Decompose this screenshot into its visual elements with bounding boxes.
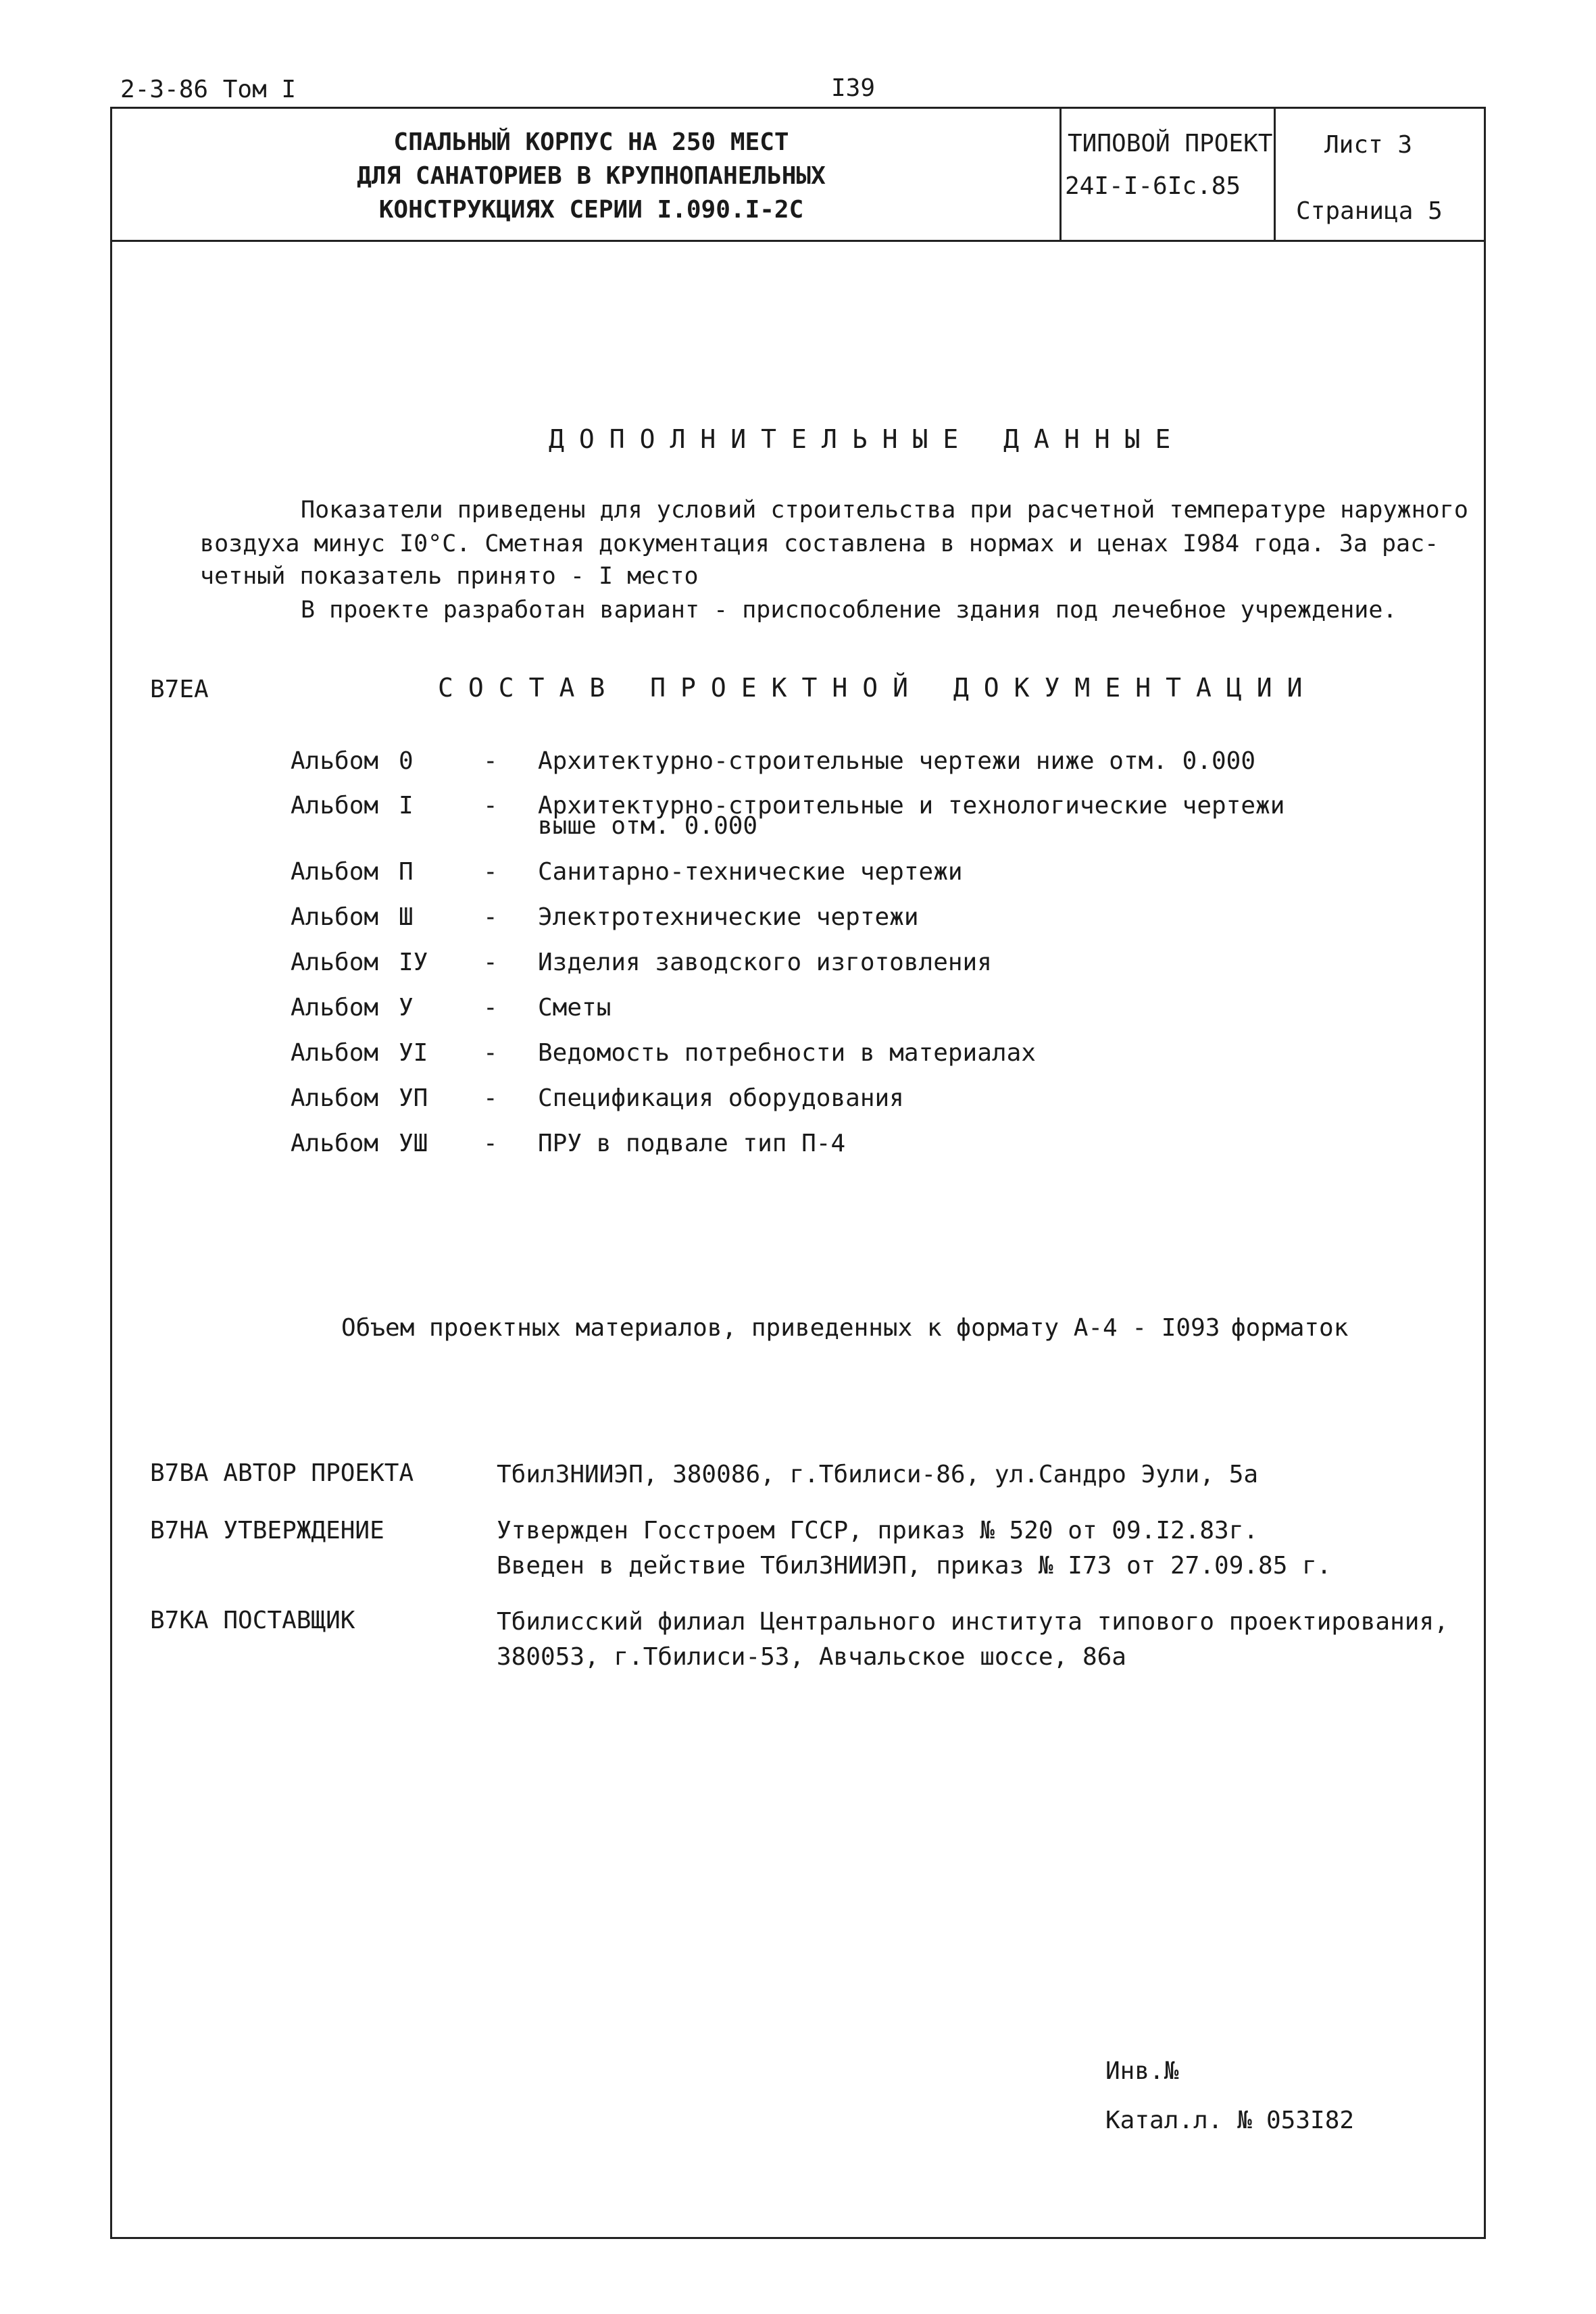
album-label: Альбом: [291, 903, 379, 931]
album-number: У: [399, 994, 414, 1022]
album-label: Альбом: [291, 858, 379, 886]
inventory-label: Инв.№: [1105, 2057, 1179, 2085]
album-dash: -: [483, 792, 498, 820]
author-value: ТбилЗНИИЭП, 380086, г.Тбилиси-86, ул.Сандро Эули, 5а: [497, 1461, 1259, 1488]
album-label: Альбом: [291, 949, 379, 976]
additional-line-2: воздуха минус I0°С. Сметная документация составлена в нормах и ценах I984 года. За рас-: [200, 530, 1439, 557]
stamp-divider-1: [1059, 107, 1062, 242]
album-dash: -: [483, 858, 498, 886]
album-number: УП: [399, 1084, 428, 1112]
album-number: УШ: [399, 1130, 428, 1157]
album-label: Альбом: [291, 1130, 379, 1157]
supplier-line-2: 380053, г.Тбилиси-53, Авчальское шоссе, 86а: [497, 1643, 1126, 1671]
album-number: I: [399, 792, 414, 820]
additional-line-1: Показатели приведены для условий строительства при расчетной температуре наружного: [301, 497, 1468, 524]
album-number: Ш: [399, 903, 414, 931]
album-dash: -: [483, 1130, 498, 1157]
album-name: Электротехнические чертежи: [538, 903, 919, 931]
album-dash: -: [483, 1039, 498, 1067]
stamp-project-code: 24I-I-6Iс.85: [1065, 172, 1241, 200]
album-dash: -: [483, 1084, 498, 1112]
album-label: Альбом: [291, 747, 379, 775]
album-label: Альбом: [291, 994, 379, 1022]
album-name: Санитарно-технические чертежи: [538, 858, 963, 886]
album-name: Архитектурно-строительные и технологические чертежи: [538, 792, 1285, 820]
album-label: Альбом: [291, 1084, 379, 1112]
composition-heading: СОСТАВ ПРОЕКТНОЙ ДОКУМЕНТАЦИИ: [438, 673, 1318, 703]
stamp-project-label: ТИПОВОЙ ПРОЕКТ: [1068, 130, 1273, 157]
album-number: П: [399, 858, 414, 886]
album-dash: -: [483, 903, 498, 931]
album-name: Спецификация оборудования: [538, 1084, 904, 1112]
stamp-divider-2: [1274, 107, 1276, 242]
page-number: I39: [831, 74, 876, 102]
catalog-number: 053I82: [1266, 2107, 1355, 2134]
stamp-divider: [110, 240, 1486, 242]
additional-heading: ДОПОЛНИТЕЛЬНЫЕ ДАННЫЕ: [549, 424, 1186, 454]
composition-code: В7ЕА: [150, 676, 209, 703]
album-name: Ведомость потребности в материалах: [538, 1039, 1036, 1067]
approval-line-2: Введен в действие ТбилЗНИИЭП, приказ № I73 от 27.09.85 г.: [497, 1552, 1332, 1580]
supplier-line-1: Тбилисский филиал Центрального института типового проектирования,: [497, 1608, 1449, 1636]
approval-line-1: Утвержден Госстроем ГССР, приказ № 520 от 09.I2.83г.: [497, 1517, 1259, 1544]
album-name-continued: выше отм. 0.000: [538, 812, 758, 840]
album-number: УI: [399, 1039, 428, 1067]
stamp-title-line-1: СПАЛЬНЫЙ КОРПУС НА 250 МЕСТ: [393, 128, 789, 156]
album-dash: -: [483, 949, 498, 976]
album-label: Альбом: [291, 792, 379, 820]
additional-line-4: В проекте разработан вариант - приспособление здания под лечебное учреждение.: [301, 597, 1397, 624]
stamp-title-line-3: КОНСТРУКЦИЯХ СЕРИИ I.090.I-2С: [378, 196, 804, 224]
supplier-label: В7КА ПОСТАВЩИК: [150, 1607, 355, 1634]
volume-unit: форматок: [1231, 1314, 1349, 1342]
album-dash: -: [483, 994, 498, 1022]
stamp-sheet: Лист 3: [1324, 131, 1413, 159]
volume-text: Объем проектных материалов, приведенных к формату А-4 - I093: [341, 1314, 1220, 1342]
additional-line-3: четный показатель принято - I место: [200, 563, 699, 590]
catalog-label: Катал.л. №: [1105, 2107, 1252, 2134]
album-name: Изделия заводского изготовления: [538, 949, 992, 976]
volume-label: 2-3-86 Том I: [120, 76, 297, 103]
album-number: 0: [399, 747, 414, 775]
album-name: ПРУ в подвале тип П-4: [538, 1130, 846, 1157]
stamp-page: Страница 5: [1296, 197, 1443, 225]
album-name: Сметы: [538, 994, 612, 1022]
author-label: В7ВА АВТОР ПРОЕКТА: [150, 1459, 414, 1487]
album-dash: -: [483, 747, 498, 775]
album-label: Альбом: [291, 1039, 379, 1067]
album-name: Архитектурно-строительные чертежи ниже отм. 0.000: [538, 747, 1256, 775]
album-number: IУ: [399, 949, 428, 976]
approval-label: В7НА УТВЕРЖДЕНИЕ: [150, 1517, 384, 1544]
stamp-title-line-2: ДЛЯ САНАТОРИЕВ В КРУПНОПАНЕЛЬНЫХ: [357, 162, 826, 190]
